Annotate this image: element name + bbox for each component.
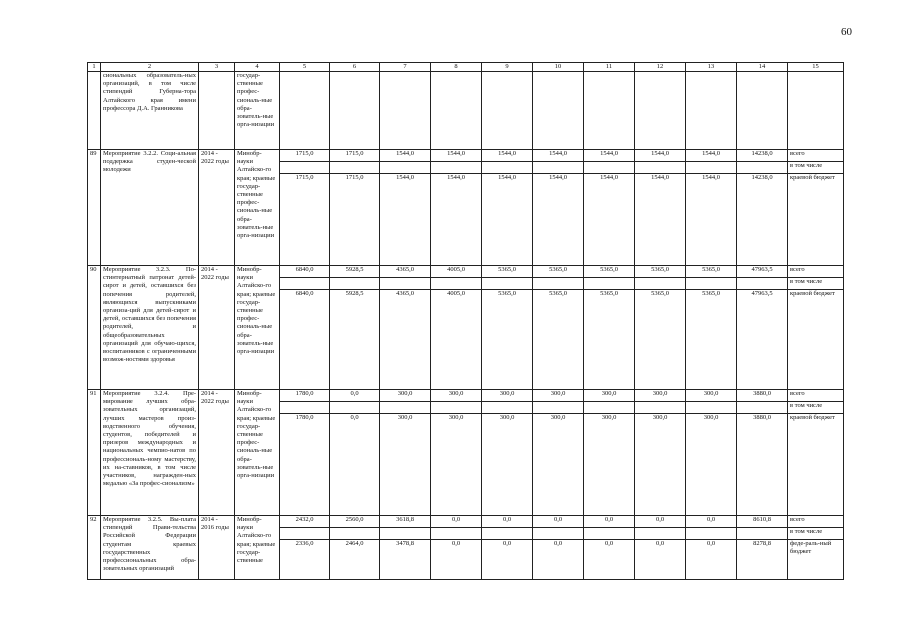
empty-cell: [635, 162, 686, 174]
total-value: 2432,0: [280, 516, 330, 528]
total-value: 6840,0: [280, 266, 330, 278]
col-header: 13: [686, 63, 737, 72]
total-value: 5365,0: [482, 266, 533, 278]
activity-description: Мероприятие 3.2.2. Соци-альная поддержка студен-ческой молодежи: [101, 150, 199, 266]
empty-cell: [686, 402, 737, 414]
col-header: 6: [330, 63, 380, 72]
budget-value: 300,0: [584, 414, 635, 516]
total-value: 300,0: [482, 390, 533, 402]
col-header: 5: [280, 63, 330, 72]
total-value: 300,0: [635, 390, 686, 402]
total-value: 5365,0: [584, 266, 635, 278]
budget-value: 0,0: [482, 540, 533, 580]
source-label: в том числе: [788, 402, 844, 414]
budget-value: 3880,0: [737, 414, 788, 516]
budget-value: 2464,0: [330, 540, 380, 580]
budget-value: 300,0: [380, 414, 431, 516]
executor-cell: Минобр-науки Алтайско-го края; краевые государ-ственные: [235, 516, 280, 580]
budget-value: 300,0: [482, 414, 533, 516]
source-label: в том числе: [788, 278, 844, 290]
empty-cell: [380, 528, 431, 540]
col-header: 8: [431, 63, 482, 72]
empty-cell: [431, 278, 482, 290]
total-value: 0,0: [686, 516, 737, 528]
row-number: [88, 72, 101, 150]
budget-value: 1780,0: [280, 414, 330, 516]
column-number-row: [88, 63, 844, 72]
empty-cell: [635, 278, 686, 290]
budget-value: 1544,0: [635, 174, 686, 266]
empty-cell: [635, 528, 686, 540]
budget-value: 6840,0: [280, 290, 330, 390]
source-label: краевой бюджет: [788, 174, 844, 266]
empty-cell: [280, 278, 330, 290]
total-value: 3618,8: [380, 516, 431, 528]
executor-cell: Минобр-науки Алтайско-го края; краевые государ-ственные профес-сиональ-ные обра-зователь-ные орга-низации: [235, 266, 280, 390]
source-label: в том числе: [788, 528, 844, 540]
budget-value: 1544,0: [686, 174, 737, 266]
total-value: 1544,0: [482, 150, 533, 162]
total-value: 2560,0: [330, 516, 380, 528]
budget-value: 300,0: [635, 414, 686, 516]
total-value: 300,0: [533, 390, 584, 402]
budget-value: 1544,0: [533, 174, 584, 266]
budget-value: 1715,0: [280, 174, 330, 266]
budget-value: 1544,0: [482, 174, 533, 266]
activity-description: Мероприятие 3.2.4. Пре-мирование лучших обра-зовательных организаций, лучших мастеров произ-водственного обучения, студентов, победителей и призеров международных и национальных чемпио-натов по профессиональ-ному мастерству, их на-ставников, в том числе участников, награжден-ных медалью «За профес-сионализм»: [101, 390, 199, 516]
source-label: всего: [788, 390, 844, 402]
empty-cell: [737, 528, 788, 540]
col-header: 10: [533, 63, 584, 72]
total-value: 0,0: [330, 390, 380, 402]
col-header: 12: [635, 63, 686, 72]
period-cell: 2014 - 2016 годы: [199, 516, 235, 580]
executor-cell: Минобр-науки Алтайско-го края; краевые государ-ственные профес-сиональ-ные обра-зователь-ные орга-низации: [235, 390, 280, 516]
budget-value: 5365,0: [482, 290, 533, 390]
col-header: 15: [788, 63, 844, 72]
activity-description: Мероприятие 3.2.5. Вы-плата стипендий Прави-тельства Российской Федерации студентам краевых государственных профессиональных обра-зовательных организаций: [101, 516, 199, 580]
total-value: 1715,0: [280, 150, 330, 162]
row-number: 92: [88, 516, 101, 580]
budget-value: 0,0: [330, 414, 380, 516]
col-header: 11: [584, 63, 635, 72]
empty-cell: [584, 162, 635, 174]
budget-value: 1544,0: [431, 174, 482, 266]
source-label: всего: [788, 266, 844, 278]
col-header: 2: [101, 63, 199, 72]
col-header: 3: [199, 63, 235, 72]
empty-cell: [584, 528, 635, 540]
empty-cell: [737, 162, 788, 174]
budget-value: 47963,5: [737, 290, 788, 390]
budget-value: 300,0: [686, 414, 737, 516]
col-header: 7: [380, 63, 431, 72]
total-value: 1544,0: [533, 150, 584, 162]
total-value: 300,0: [584, 390, 635, 402]
total-value: 1715,0: [330, 150, 380, 162]
empty-cell: [482, 162, 533, 174]
empty-cell: [280, 528, 330, 540]
empty-cell: [280, 402, 330, 414]
budget-value: 4365,0: [380, 290, 431, 390]
total-value: 1544,0: [380, 150, 431, 162]
total-value: 1544,0: [635, 150, 686, 162]
source-label: всего: [788, 516, 844, 528]
source-label: краевой бюджет: [788, 290, 844, 390]
total-value: 300,0: [380, 390, 431, 402]
budget-value: 5365,0: [584, 290, 635, 390]
empty-cell: [584, 278, 635, 290]
row-number: 89: [88, 150, 101, 266]
budget-value: 1544,0: [380, 174, 431, 266]
budget-value: 8278,8: [737, 540, 788, 580]
continuation-row: [88, 72, 844, 150]
empty-cell: [482, 278, 533, 290]
total-value: 4365,0: [380, 266, 431, 278]
total-value: 300,0: [686, 390, 737, 402]
empty-cell: [431, 162, 482, 174]
executor-cell: государ-ственные профес-сиональ-ные обра-зователь-ные орга-низации: [235, 72, 280, 150]
budget-value: 5365,0: [686, 290, 737, 390]
empty-cell: [737, 278, 788, 290]
source-label: в том числе: [788, 162, 844, 174]
budget-value: 1715,0: [330, 174, 380, 266]
total-value: 0,0: [635, 516, 686, 528]
col-header: 1: [88, 63, 101, 72]
budget-value: 5365,0: [533, 290, 584, 390]
empty-cell: [380, 162, 431, 174]
budget-value: 1544,0: [584, 174, 635, 266]
budget-value: 2336,0: [280, 540, 330, 580]
total-value: 1544,0: [584, 150, 635, 162]
total-value: 0,0: [584, 516, 635, 528]
budget-value: 0,0: [533, 540, 584, 580]
total-value: 8610,8: [737, 516, 788, 528]
program-activities-table: [87, 62, 844, 580]
empty-cell: [584, 402, 635, 414]
empty-cell: [431, 402, 482, 414]
total-value: 300,0: [431, 390, 482, 402]
total-value: 14238,0: [737, 150, 788, 162]
table-row: [88, 150, 844, 162]
budget-value: 300,0: [533, 414, 584, 516]
empty-cell: [380, 402, 431, 414]
empty-cell: [431, 528, 482, 540]
empty-cell: [533, 278, 584, 290]
budget-value: 3478,8: [380, 540, 431, 580]
budget-value: 4005,0: [431, 290, 482, 390]
empty-cell: [330, 528, 380, 540]
executor-cell: Минобр-науки Алтайско-го края; краевые государ-ственные профес-сиональ-ные обра-зователь-ные орга-низации: [235, 150, 280, 266]
empty-cell: [635, 402, 686, 414]
table-row: [88, 390, 844, 402]
col-header: 4: [235, 63, 280, 72]
total-value: 47963,5: [737, 266, 788, 278]
budget-value: 300,0: [431, 414, 482, 516]
empty-cell: [686, 528, 737, 540]
total-value: 4005,0: [431, 266, 482, 278]
total-value: 5365,0: [635, 266, 686, 278]
total-value: 1780,0: [280, 390, 330, 402]
source-label: краевой бюджет: [788, 414, 844, 516]
empty-cell: [533, 162, 584, 174]
total-value: 3880,0: [737, 390, 788, 402]
budget-value: 0,0: [686, 540, 737, 580]
empty-cell: [737, 402, 788, 414]
col-header: 14: [737, 63, 788, 72]
table-row: [88, 516, 844, 528]
page-number: 60: [841, 26, 852, 38]
row-number: 91: [88, 390, 101, 516]
row-number: 90: [88, 266, 101, 390]
total-value: 5365,0: [686, 266, 737, 278]
empty-cell: [533, 528, 584, 540]
empty-cell: [482, 402, 533, 414]
budget-value: 5365,0: [635, 290, 686, 390]
total-value: 0,0: [482, 516, 533, 528]
budget-value: 5928,5: [330, 290, 380, 390]
empty-cell: [686, 278, 737, 290]
period-cell: [199, 72, 235, 150]
empty-cell: [330, 278, 380, 290]
budget-value: 0,0: [584, 540, 635, 580]
budget-value: 0,0: [635, 540, 686, 580]
empty-cell: [533, 402, 584, 414]
total-value: 5365,0: [533, 266, 584, 278]
total-value: 5928,5: [330, 266, 380, 278]
empty-cell: [686, 162, 737, 174]
budget-value: 14238,0: [737, 174, 788, 266]
total-value: 1544,0: [431, 150, 482, 162]
empty-cell: [330, 162, 380, 174]
empty-cell: [330, 402, 380, 414]
total-value: 0,0: [431, 516, 482, 528]
period-cell: 2014 - 2022 годы: [199, 266, 235, 390]
budget-value: 0,0: [431, 540, 482, 580]
empty-cell: [280, 162, 330, 174]
table-row: [88, 266, 844, 278]
activity-description: сиональных образователь-ных организаций, в том числе стипендий Губерна-тора Алтайского края имени профессора Д.А. Гранникова: [101, 72, 199, 150]
col-header: 9: [482, 63, 533, 72]
total-value: 0,0: [533, 516, 584, 528]
source-label: всего: [788, 150, 844, 162]
empty-cell: [482, 528, 533, 540]
activity-description: Мероприятие 3.2.3. По-стинтернатный патронат детей-сирот и детей, оставшихся без попечения родителей, являющихся выпускниками организа-ций для детей-сирот и детей, оставшихся без попечения родителей, и общеобразовательных организаций для обучаю-щихся, воспитанников с ограниченными возмож-ностями здоровья: [101, 266, 199, 390]
total-value: 1544,0: [686, 150, 737, 162]
source-label: феде-раль-ный бюджет: [788, 540, 844, 580]
period-cell: 2014 - 2022 годы: [199, 150, 235, 266]
empty-cell: [380, 278, 431, 290]
period-cell: 2014 - 2022 годы: [199, 390, 235, 516]
